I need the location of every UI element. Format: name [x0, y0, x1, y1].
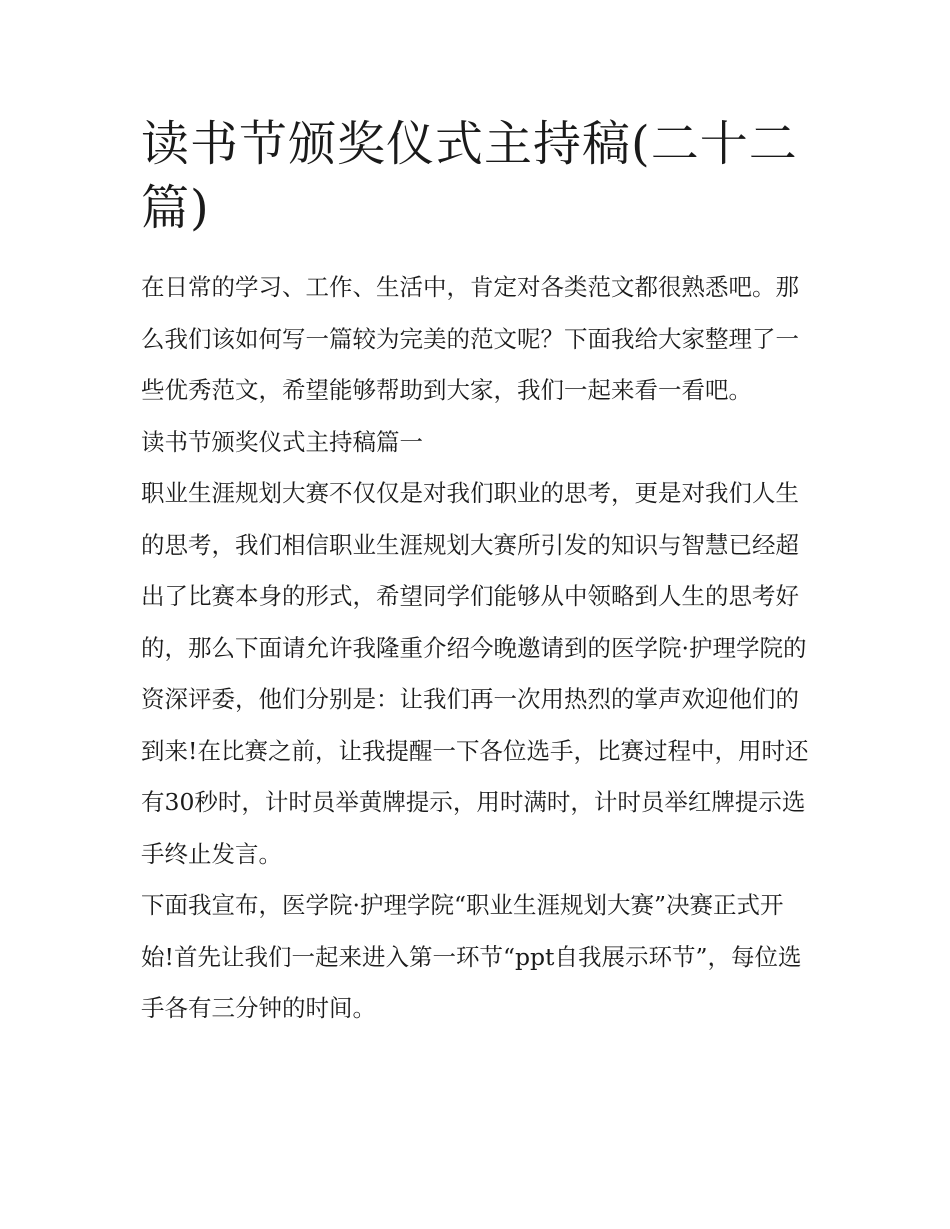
document-body: [141, 112, 813, 1035]
document-title: 读书节颁奖仪式主持稿(二十二篇): [141, 116, 798, 236]
body-paragraph-2: 下面我宣布，医学院·护理学院“职业生涯规划大赛”决赛正式开始!首先让我们一起来进入第一环节“ppt自我展示环节”，每位选手各有三分钟的时间。: [141, 891, 802, 1022]
intro-paragraph: 在日常的学习、工作、生活中，肯定对各类范文都很熟悉吧。那么我们该如何写一篇较为完美的范文呢？下面我给大家整理了一些优秀范文，希望能够帮助到大家，我们一起来看一看吧。: [141, 273, 799, 404]
section-heading: 读书节颁奖仪式主持稿篇一: [141, 427, 423, 456]
body-paragraph-1: 职业生涯规划大赛不仅仅是对我们职业的思考，更是对我们人生的思考，我们相信职业生涯规划大赛所引发的知识与智慧已经超出了比赛本身的形式，希望同学们能够从中领略到人生的思考好的，那么下面请允许我隆重介绍今晚邀请到的医学院·护理学院的资深评委，他们分别是：让我们再一次用热烈的掌声欢迎他们的到来!在比赛之前，让我提醒一下各位选手，比赛过程中，用时还有30秒时，计时员举黄牌提示，用时满时，计时员举红牌提示选手终止发言。: [141, 479, 809, 868]
